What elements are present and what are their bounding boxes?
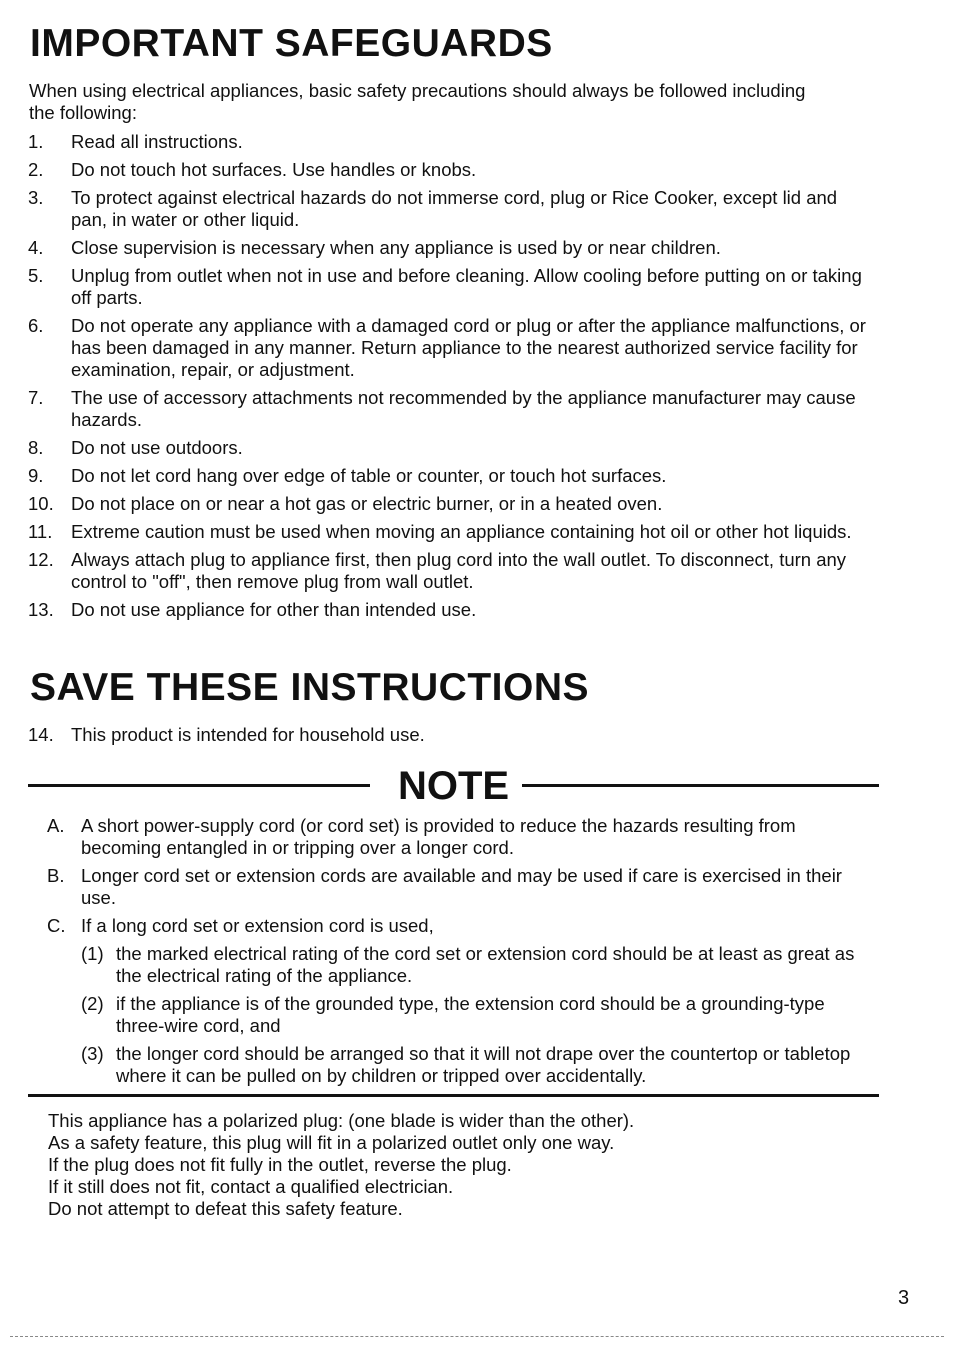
note-rule-right: [522, 784, 879, 787]
polarized-plug-notice: [48, 1110, 848, 1220]
item-number: C.: [47, 915, 66, 936]
item-text: Always attach plug to appliance first, then plug cord into the wall outlet. To disconnect, turn any control to "off", then remove plug from wall outlet.: [71, 549, 847, 592]
item-number: 4.: [28, 237, 44, 258]
item-number: 3.: [28, 187, 44, 208]
item-text: Do not operate any appliance with a damaged cord or plug or after the appliance malfunctions, or has been damaged in any manner. Return appliance to the nearest authorized service facility for examination, repair, or adjustment.: [71, 315, 866, 380]
item-text: Longer cord set or extension cords are available and may be used if care is exercised in their use.: [81, 865, 842, 908]
footer-line: [10, 1336, 944, 1337]
item-text: The use of accessory attachments not recommended by the appliance manufacturer may cause hazards.: [71, 387, 856, 430]
item-number: 9.: [28, 465, 44, 486]
list-item: [28, 387, 878, 431]
item-number: 14.: [28, 724, 54, 745]
item-number: 11.: [28, 521, 53, 542]
list-item: [47, 815, 877, 859]
item-text: Do not use outdoors.: [71, 437, 243, 458]
item-number: (1): [81, 943, 104, 964]
important-safeguards-heading: IMPORTANT SAFEGUARDS: [30, 22, 553, 65]
list-item: [28, 131, 878, 153]
item-number: 1.: [28, 131, 44, 152]
item-text: Do not let cord hang over edge of table or counter, or touch hot surfaces.: [71, 465, 667, 486]
item-number: 2.: [28, 159, 44, 180]
item-text: Unplug from outlet when not in use and before cleaning. Allow cooling before putting on or taking off parts.: [71, 265, 862, 308]
item-text: Extreme caution must be used when moving an appliance containing hot oil or other hot liquids.: [71, 521, 852, 542]
note-heading: NOTE: [397, 764, 510, 808]
list-item: [28, 549, 878, 593]
list-item: [81, 993, 871, 1037]
list-item: [28, 159, 878, 181]
section-divider: [28, 1094, 879, 1097]
item-number: 13.: [28, 599, 54, 620]
item-number: 7.: [28, 387, 44, 408]
note-sublist: [81, 943, 871, 1093]
item-number: B.: [47, 865, 65, 886]
item-number: 5.: [28, 265, 44, 286]
notice-line: If the plug does not fit fully in the outlet, reverse the plug.: [48, 1154, 512, 1175]
list-item: [28, 599, 878, 621]
item-text: Close supervision is necessary when any appliance is used by or near children.: [71, 237, 721, 258]
item-text: Do not place on or near a hot gas or electric burner, or in a heated oven.: [71, 493, 663, 514]
page-number: 3: [898, 1287, 910, 1309]
household-use-list: [28, 724, 878, 746]
note-header: [28, 764, 879, 808]
list-item: [28, 437, 878, 459]
item-text: Do not touch hot surfaces. Use handles or knobs.: [71, 159, 477, 180]
item-number: (2): [81, 993, 104, 1014]
item-text: Read all instructions.: [71, 131, 243, 152]
notice-line: If it still does not fit, contact a qualified electrician.: [48, 1176, 454, 1197]
item-text: the marked electrical rating of the cord set or extension cord should be at least as great as the electrical rating of the appliance.: [116, 943, 855, 986]
list-item: [28, 187, 878, 231]
save-instructions-heading: SAVE THESE INSTRUCTIONS: [30, 666, 590, 709]
list-item: [28, 237, 878, 259]
list-item: [28, 465, 878, 487]
item-number: (3): [81, 1043, 104, 1064]
notice-line: Do not attempt to defeat this safety feature.: [48, 1198, 403, 1219]
item-number: 12.: [28, 549, 54, 570]
list-item: [28, 521, 878, 543]
item-text: To protect against electrical hazards do not immerse cord, plug or Rice Cooker, except lid and pan, in water or other liquid.: [71, 187, 838, 230]
item-number: A.: [47, 815, 65, 836]
item-text: This product is intended for household use.: [71, 724, 425, 745]
item-number: 8.: [28, 437, 44, 458]
notice-line: As a safety feature, this plug will fit in a polarized outlet only one way.: [48, 1132, 615, 1153]
item-text: A short power-supply cord (or cord set) is provided to reduce the hazards resulting from becoming entangled in or tripping over a longer cord.: [81, 815, 796, 858]
item-text: the longer cord should be arranged so that it will not drape over the countertop or tabletop where it can be pulled on by children or tripped over accidentally.: [116, 1043, 851, 1086]
notice-line: This appliance has a polarized plug: (one blade is wider than the other).: [48, 1110, 635, 1131]
list-item: [81, 943, 871, 987]
item-number: 10.: [28, 493, 54, 514]
list-item: [28, 315, 878, 381]
list-item: [47, 915, 877, 937]
item-text: Do not use appliance for other than intended use.: [71, 599, 477, 620]
list-item: [28, 265, 878, 309]
list-item: [81, 1043, 871, 1087]
item-text: If a long cord set or extension cord is used,: [81, 915, 434, 936]
list-item: [47, 865, 877, 909]
safeguards-intro: When using electrical appliances, basic safety precautions should always be followed including the following:: [29, 80, 806, 123]
list-item: [28, 724, 878, 746]
item-number: 6.: [28, 315, 44, 336]
note-list: [47, 815, 877, 943]
list-item: [28, 493, 878, 515]
safeguards-list: [28, 131, 878, 627]
item-text: if the appliance is of the grounded type, the extension cord should be a grounding-type three-wire cord, and: [116, 993, 825, 1036]
